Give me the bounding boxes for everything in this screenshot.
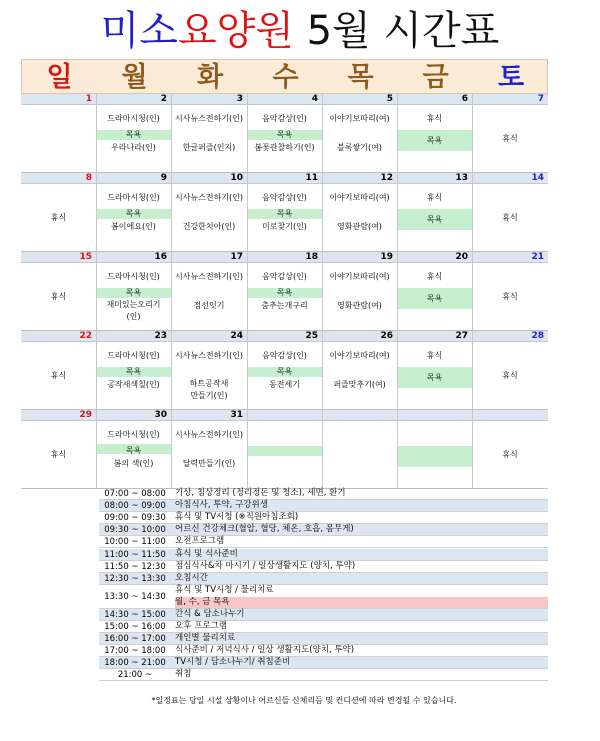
date-number: 19 bbox=[380, 252, 393, 262]
title-part1: 미소 bbox=[100, 8, 178, 54]
schedule-time: 21:00 ~ bbox=[117, 670, 153, 681]
schedule-row bbox=[99, 657, 548, 669]
activity-fri: 휴식 bbox=[426, 114, 443, 123]
sunday-activity: 휴식 bbox=[50, 371, 67, 380]
date-number: 21 bbox=[531, 252, 544, 262]
date-number bbox=[247, 410, 318, 421]
title-part3: 5월 시간표 bbox=[306, 8, 500, 54]
date-number: 3 bbox=[236, 94, 243, 104]
activity-thu-afternoon: 영화관람(여) bbox=[337, 222, 382, 231]
schedule-time: 16:00 ~ 17:00 bbox=[104, 634, 166, 644]
activity-thu: 이야기보따리(여) bbox=[329, 351, 390, 360]
schedule-time: 08:00 ~ 09:00 bbox=[104, 501, 166, 512]
bath-cell bbox=[398, 446, 472, 467]
calendar-week-5 bbox=[21, 410, 548, 489]
activity-mon: 드라마시청(인) bbox=[107, 351, 160, 360]
activity-thu: 이야기보따리(여) bbox=[329, 272, 390, 281]
schedule-desc: 간식 & 담소나누기 bbox=[175, 608, 245, 619]
date-number: 31 bbox=[230, 410, 243, 420]
bath-label: 목욕 bbox=[426, 136, 443, 145]
date-number: 7 bbox=[537, 94, 544, 104]
activity-fri: 휴식 bbox=[426, 351, 443, 360]
schedule-time: 11:50 ~ 12:30 bbox=[104, 561, 166, 572]
weekday-0: 일 bbox=[46, 62, 73, 93]
schedule-time: 18:00 ~ 21:00 bbox=[104, 658, 166, 669]
activity-thu: 이야기보따리(여) bbox=[329, 193, 390, 202]
schedule-desc: 휴식 및 TV시청 / 물리치료 bbox=[175, 584, 274, 595]
bath-label: 목욕 bbox=[125, 288, 142, 297]
schedule-desc: 기상, 침상정리 (정리정돈 및 청소), 세면, 환기 bbox=[175, 488, 346, 498]
activity-fri: 휴식 bbox=[426, 193, 443, 202]
date-row bbox=[21, 410, 548, 421]
calendar-week-1 bbox=[21, 94, 548, 173]
activity-tue-afternoon-2: 만들기(인) bbox=[190, 391, 228, 400]
date-number: 20 bbox=[455, 252, 468, 262]
schedule-row bbox=[99, 669, 548, 681]
schedule-row bbox=[99, 549, 548, 561]
date-number bbox=[322, 410, 393, 421]
calendar-week-2 bbox=[21, 173, 548, 252]
date-number: 30 bbox=[154, 410, 167, 420]
date-number: 15 bbox=[79, 252, 92, 262]
date-number: 29 bbox=[79, 410, 92, 420]
date-number: 18 bbox=[305, 252, 318, 262]
schedule-desc: 오전프로그램 bbox=[175, 536, 225, 547]
bath-label: 목욕 bbox=[276, 209, 293, 218]
date-number: 6 bbox=[461, 94, 468, 104]
date-row bbox=[21, 252, 548, 263]
schedule-time: 13:30 ~ 14:30 bbox=[104, 591, 166, 602]
activity-tue: 시사뉴스전하기(인) bbox=[174, 272, 244, 281]
bath-label: 목욕 bbox=[125, 367, 142, 376]
schedule-desc-2: 월, 수, 금 목욕 bbox=[175, 596, 230, 607]
saturday-activity: 휴식 bbox=[502, 213, 518, 222]
date-number: 14 bbox=[531, 173, 544, 183]
schedule-time: 14:30 ~ 15:00 bbox=[104, 609, 166, 620]
date-number: 16 bbox=[154, 252, 167, 262]
activity-fri: 휴식 bbox=[426, 272, 443, 281]
date-number: 28 bbox=[531, 331, 544, 341]
bath-label: 목욕 bbox=[276, 130, 293, 139]
weekday-1: 월 bbox=[121, 62, 148, 93]
schedule-desc: 취침 bbox=[175, 669, 192, 680]
column-divider bbox=[171, 252, 172, 331]
bath-label: 목욕 bbox=[276, 367, 293, 376]
schedule-desc: 점심식사&차 마시기 / 일상생활지도 (양치, 투약) bbox=[175, 560, 356, 571]
schedule-time: 09:30 ~ 10:00 bbox=[104, 525, 166, 536]
bath-highlight bbox=[175, 597, 548, 608]
schedule-time: 09:00 ~ 09:30 bbox=[104, 513, 166, 524]
schedule-desc: 식사준비 / 저녁식사 / 일상 생활지도(양치, 투약) bbox=[175, 645, 355, 656]
column-divider bbox=[322, 252, 323, 331]
activity-tue-afternoon: 점선잇기 bbox=[193, 301, 225, 310]
bath-label: 목욕 bbox=[276, 288, 293, 297]
activity-wed-afternoon: 춤추는개구리 bbox=[261, 301, 308, 310]
column-divider bbox=[171, 173, 172, 252]
date-number: 25 bbox=[305, 331, 318, 341]
bath-label: 목욕 bbox=[426, 373, 443, 382]
bath-label: 목욕 bbox=[125, 446, 142, 455]
calendar-week-4 bbox=[21, 331, 548, 410]
date-number: 8 bbox=[85, 173, 92, 183]
schedule-row bbox=[99, 512, 548, 524]
schedule-row bbox=[99, 524, 548, 536]
schedule-desc: TV시청 / 담소나누기/ 취침준비 bbox=[175, 657, 291, 668]
activity-tue: 시사뉴스전하기(인) bbox=[174, 114, 244, 123]
title-part2: 요양원 bbox=[177, 8, 294, 54]
date-number bbox=[397, 410, 468, 421]
sunday-activity: 휴식 bbox=[50, 450, 67, 459]
saturday-activity: 휴식 bbox=[502, 371, 518, 380]
date-number: 26 bbox=[380, 331, 393, 341]
activity-mon-afternoon: 봄의 색(인) bbox=[113, 459, 154, 468]
date-number: 11 bbox=[305, 173, 318, 183]
schedule-row bbox=[99, 621, 548, 633]
date-number: 10 bbox=[230, 173, 243, 183]
schedule-time: 07:00 ~ 08:00 bbox=[104, 489, 166, 499]
activity-wed: 음악감상(인) bbox=[262, 193, 307, 202]
column-divider bbox=[171, 410, 172, 489]
date-row bbox=[21, 94, 548, 105]
activity-tue: 시사뉴스전하기(인) bbox=[174, 193, 244, 202]
date-number: 12 bbox=[380, 173, 393, 183]
activity-mon: 드라마시청(인) bbox=[107, 430, 160, 439]
column-divider bbox=[171, 94, 172, 173]
activity-tue: 시사뉴스전하기(인) bbox=[174, 351, 244, 360]
schedule-desc: 휴식 및 TV시청 (※직원아침조회) bbox=[175, 512, 299, 523]
column-divider bbox=[322, 410, 323, 489]
activity-wed-afternoon: 동전세기 bbox=[269, 380, 300, 389]
activity-mon-afternoon-2: (인) bbox=[126, 312, 141, 321]
schedule-row bbox=[99, 633, 548, 645]
schedule-row bbox=[99, 645, 548, 657]
bath-label: 목욕 bbox=[426, 294, 443, 303]
schedule-row bbox=[99, 561, 548, 573]
schedule-row bbox=[99, 488, 548, 500]
page-title bbox=[0, 6, 600, 56]
date-number: 22 bbox=[79, 331, 92, 341]
date-number: 9 bbox=[160, 173, 167, 183]
activity-wed: 음악감상(인) bbox=[262, 272, 307, 281]
column-divider bbox=[322, 173, 323, 252]
activity-mon-afternoon: 공작새색칠(인) bbox=[107, 380, 160, 389]
weekday-header bbox=[21, 59, 548, 94]
calendar-week-3 bbox=[21, 252, 548, 331]
activity-wed: 음악감상(인) bbox=[262, 351, 307, 360]
date-number: 4 bbox=[311, 94, 318, 104]
activity-mon: 드라마시청(인) bbox=[107, 114, 160, 123]
activity-thu: 이야기보따리(여) bbox=[329, 114, 390, 123]
bath-label: 목욕 bbox=[426, 215, 443, 224]
schedule-desc: 오후 프로그램 bbox=[175, 620, 227, 631]
schedule-desc: 아침식사, 투약, 구강위생 bbox=[175, 500, 268, 511]
activity-wed-afternoon: 미로찾기(인) bbox=[262, 222, 307, 231]
activity-mon-afternoon: 봄이에요(인) bbox=[111, 222, 156, 231]
date-number: 13 bbox=[455, 173, 468, 183]
date-number: 2 bbox=[160, 94, 167, 104]
activity-mon: 드라마시청(인) bbox=[107, 193, 160, 202]
bath-label: 목욕 bbox=[125, 130, 142, 139]
activity-tue: 시사뉴스전하기(인) bbox=[174, 430, 244, 439]
sunday-activity: 휴식 bbox=[50, 213, 67, 222]
sunday-activity: 휴식 bbox=[50, 292, 67, 301]
saturday-activity: 휴식 bbox=[502, 450, 518, 459]
date-number: 24 bbox=[230, 331, 243, 341]
activity-thu-afternoon: 퍼즐맞추기(여) bbox=[333, 380, 386, 389]
weekday-4: 목 bbox=[347, 62, 374, 93]
schedule-desc: 어르신 건강체크(혈압, 혈당, 체온, 호흡, 몸무게) bbox=[175, 524, 354, 535]
date-number: 23 bbox=[154, 331, 167, 341]
activity-tue-afternoon: 달력만들기(인) bbox=[182, 459, 236, 468]
schedule-row bbox=[99, 609, 548, 621]
schedule-time: 11:00 ~ 11:50 bbox=[104, 549, 166, 560]
date-row bbox=[21, 331, 548, 342]
schedule-time: 10:00 ~ 11:00 bbox=[104, 537, 166, 548]
column-divider bbox=[322, 94, 323, 173]
bath-label: 목욕 bbox=[125, 209, 142, 218]
schedule-row bbox=[99, 536, 548, 548]
activity-wed-afternoon: 봄꽃관찰하기(인) bbox=[254, 143, 315, 152]
activity-wed: 음악감상(인) bbox=[262, 114, 307, 123]
schedule-desc: 오침시간 bbox=[175, 572, 208, 583]
date-number: 5 bbox=[386, 94, 393, 104]
schedule-row bbox=[99, 573, 548, 585]
schedule-desc: 개인별 물리치료 bbox=[175, 633, 236, 643]
schedule-note: *일정표는 당일 시설 상황이나 어르신들 신체리듬 및 컨디션에 따라 변경될 수 있습니다. bbox=[151, 696, 457, 705]
schedule-time: 12:30 ~ 13:30 bbox=[104, 573, 166, 584]
activity-mon: 드라마시청(인) bbox=[107, 272, 160, 281]
saturday-activity: 휴식 bbox=[502, 292, 518, 301]
schedule-desc: 휴식 및 식사준비 bbox=[175, 548, 238, 559]
date-row bbox=[21, 173, 548, 184]
date-number: 27 bbox=[455, 331, 468, 341]
schedule-time: 15:00 ~ 16:00 bbox=[104, 621, 166, 632]
activity-tue-afternoon: 한글퍼즐(인지) bbox=[182, 143, 236, 152]
weekday-5: 금 bbox=[422, 62, 449, 93]
weekday-2: 화 bbox=[196, 62, 224, 93]
weekday-3: 수 bbox=[272, 62, 299, 93]
schedule-row bbox=[99, 585, 548, 609]
schedule-row bbox=[99, 500, 548, 512]
activity-tue-afternoon: 하트공작새 bbox=[189, 379, 229, 388]
activity-mon-afternoon: 재미있는오리기 bbox=[106, 300, 161, 309]
saturday-activity: 휴식 bbox=[502, 134, 518, 143]
bath-cell bbox=[248, 446, 322, 456]
activity-thu-afternoon: 블록쌓기(여) bbox=[337, 143, 382, 152]
date-number: 1 bbox=[85, 94, 92, 104]
weekday-6: 토 bbox=[497, 62, 525, 93]
column-divider bbox=[322, 331, 323, 410]
activity-tue-afternoon: 건강한치아(인) bbox=[182, 222, 236, 231]
schedule-time: 17:00 ~ 18:00 bbox=[104, 646, 166, 657]
date-number bbox=[472, 410, 544, 421]
activity-thu-afternoon: 영화관람(여) bbox=[337, 301, 382, 310]
date-number: 17 bbox=[230, 252, 243, 262]
activity-mon-afternoon: 우라나라(인) bbox=[111, 143, 156, 152]
